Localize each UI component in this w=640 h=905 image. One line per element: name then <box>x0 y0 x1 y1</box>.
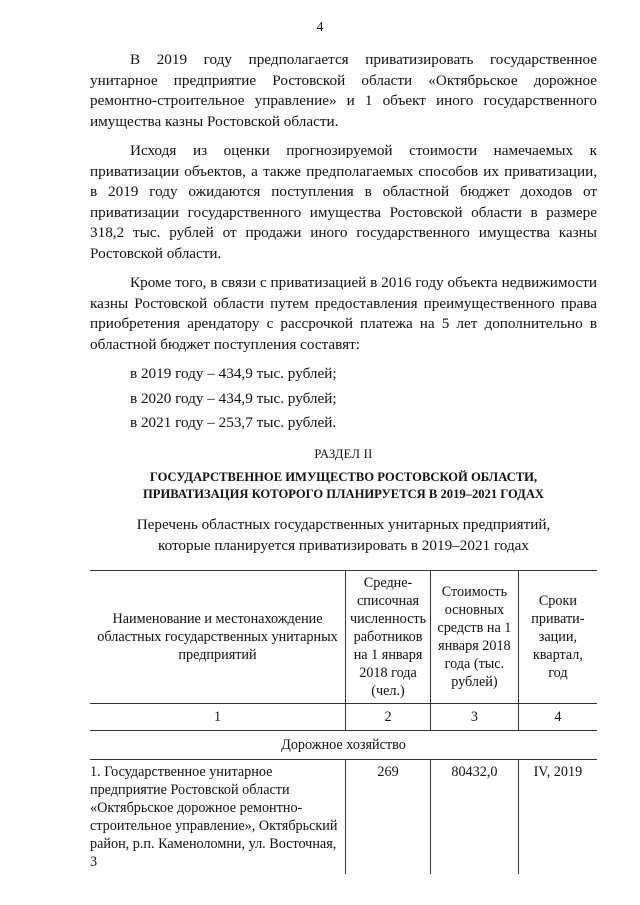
section-title-line-1: ГОСУДАРСТВЕННОЕ ИМУЩЕСТВО РОСТОВСКОЙ ОБЛАСТИ, <box>149 470 538 484</box>
paragraph-budget-income: Исходя из оценки прогнозируемой стоимости намечаемых к приватизации объектов, а также предполагаемых способов их приватизации, в 2019 году ожидаются поступления в областной бюджет доходов от приватизации государственного имущества Ростовской области в размере 318,2 тыс. рублей от продажи иного государственного имущества казны Ростовской области. <box>90 142 597 262</box>
header-name: Наименование и местонахождение областных государственных унитарных предприятий <box>90 571 346 704</box>
enterprises-table <box>90 570 597 874</box>
payment-2020: в 2020 году – 434,9 тыс. рублей; <box>130 389 337 407</box>
header-term: Сроки привати-зации, квартал, год <box>518 571 597 704</box>
paragraph-installment: Кроме того, в связи с приватизацией в 2016 году объекта недвижимости казны Ростовской области путем предоставления преимущественного права приобретения арендатору с рассрочкой платежа на 5 лет дополнительно в областной бюджет поступления составят: <box>90 274 597 353</box>
payment-2021: в 2021 году – 253,7 тыс. рублей. <box>130 414 337 431</box>
page-number: 4 <box>316 20 324 35</box>
paragraph-privatization-plan: В 2019 году предполагается приватизировать государственное унитарное предприятие Ростовской области «Октябрьское дорожное ремонтно-строительное управление» и 1 объект иного государственного имущества казны Ростовской области. <box>90 51 597 130</box>
enterprise-employees: 269 <box>346 760 431 875</box>
column-number: 3 <box>431 704 519 731</box>
table-caption <box>90 515 597 556</box>
payment-2019: в 2019 году – 434,9 тыс. рублей; <box>130 365 337 382</box>
column-number: 4 <box>518 704 597 731</box>
table-header-row <box>90 571 597 704</box>
column-number: 1 <box>90 704 346 731</box>
section-label: РАЗДЕЛ II <box>314 446 373 461</box>
table-row <box>90 760 597 875</box>
category-row <box>90 731 597 760</box>
header-assets: Стоимость основных средств на 1 января 2018 года (тыс. рублей) <box>431 571 519 704</box>
enterprise-assets: 80432,0 <box>431 760 519 875</box>
document-body <box>90 50 597 874</box>
column-number: 2 <box>346 704 431 731</box>
column-number-row <box>90 704 597 731</box>
header-employees: Средне-списочная численность работников на 1 января 2018 года (чел.) <box>346 571 431 704</box>
section-title-line-2: ПРИВАТИЗАЦИЯ КОТОРОГО ПЛАНИРУЕТСЯ В 2019–2021 ГОДАХ <box>142 487 545 501</box>
category-road-economy: Дорожное хозяйство <box>90 731 597 760</box>
enterprise-term: IV, 2019 <box>518 760 597 875</box>
enterprise-name: 1. Государственное унитарное предприятие Ростовской области «Октябрьское дорожное ремонтно-строительное управление», Октябрьский район, р.п. Каменоломни, ул. Восточная, 3 <box>90 760 346 875</box>
table-caption-line-1: Перечень областных государственных унитарных предприятий, <box>136 516 551 533</box>
table-caption-line-2: которые планируется приватизировать в 2019–2021 годах <box>157 536 530 554</box>
section-title <box>90 469 597 503</box>
